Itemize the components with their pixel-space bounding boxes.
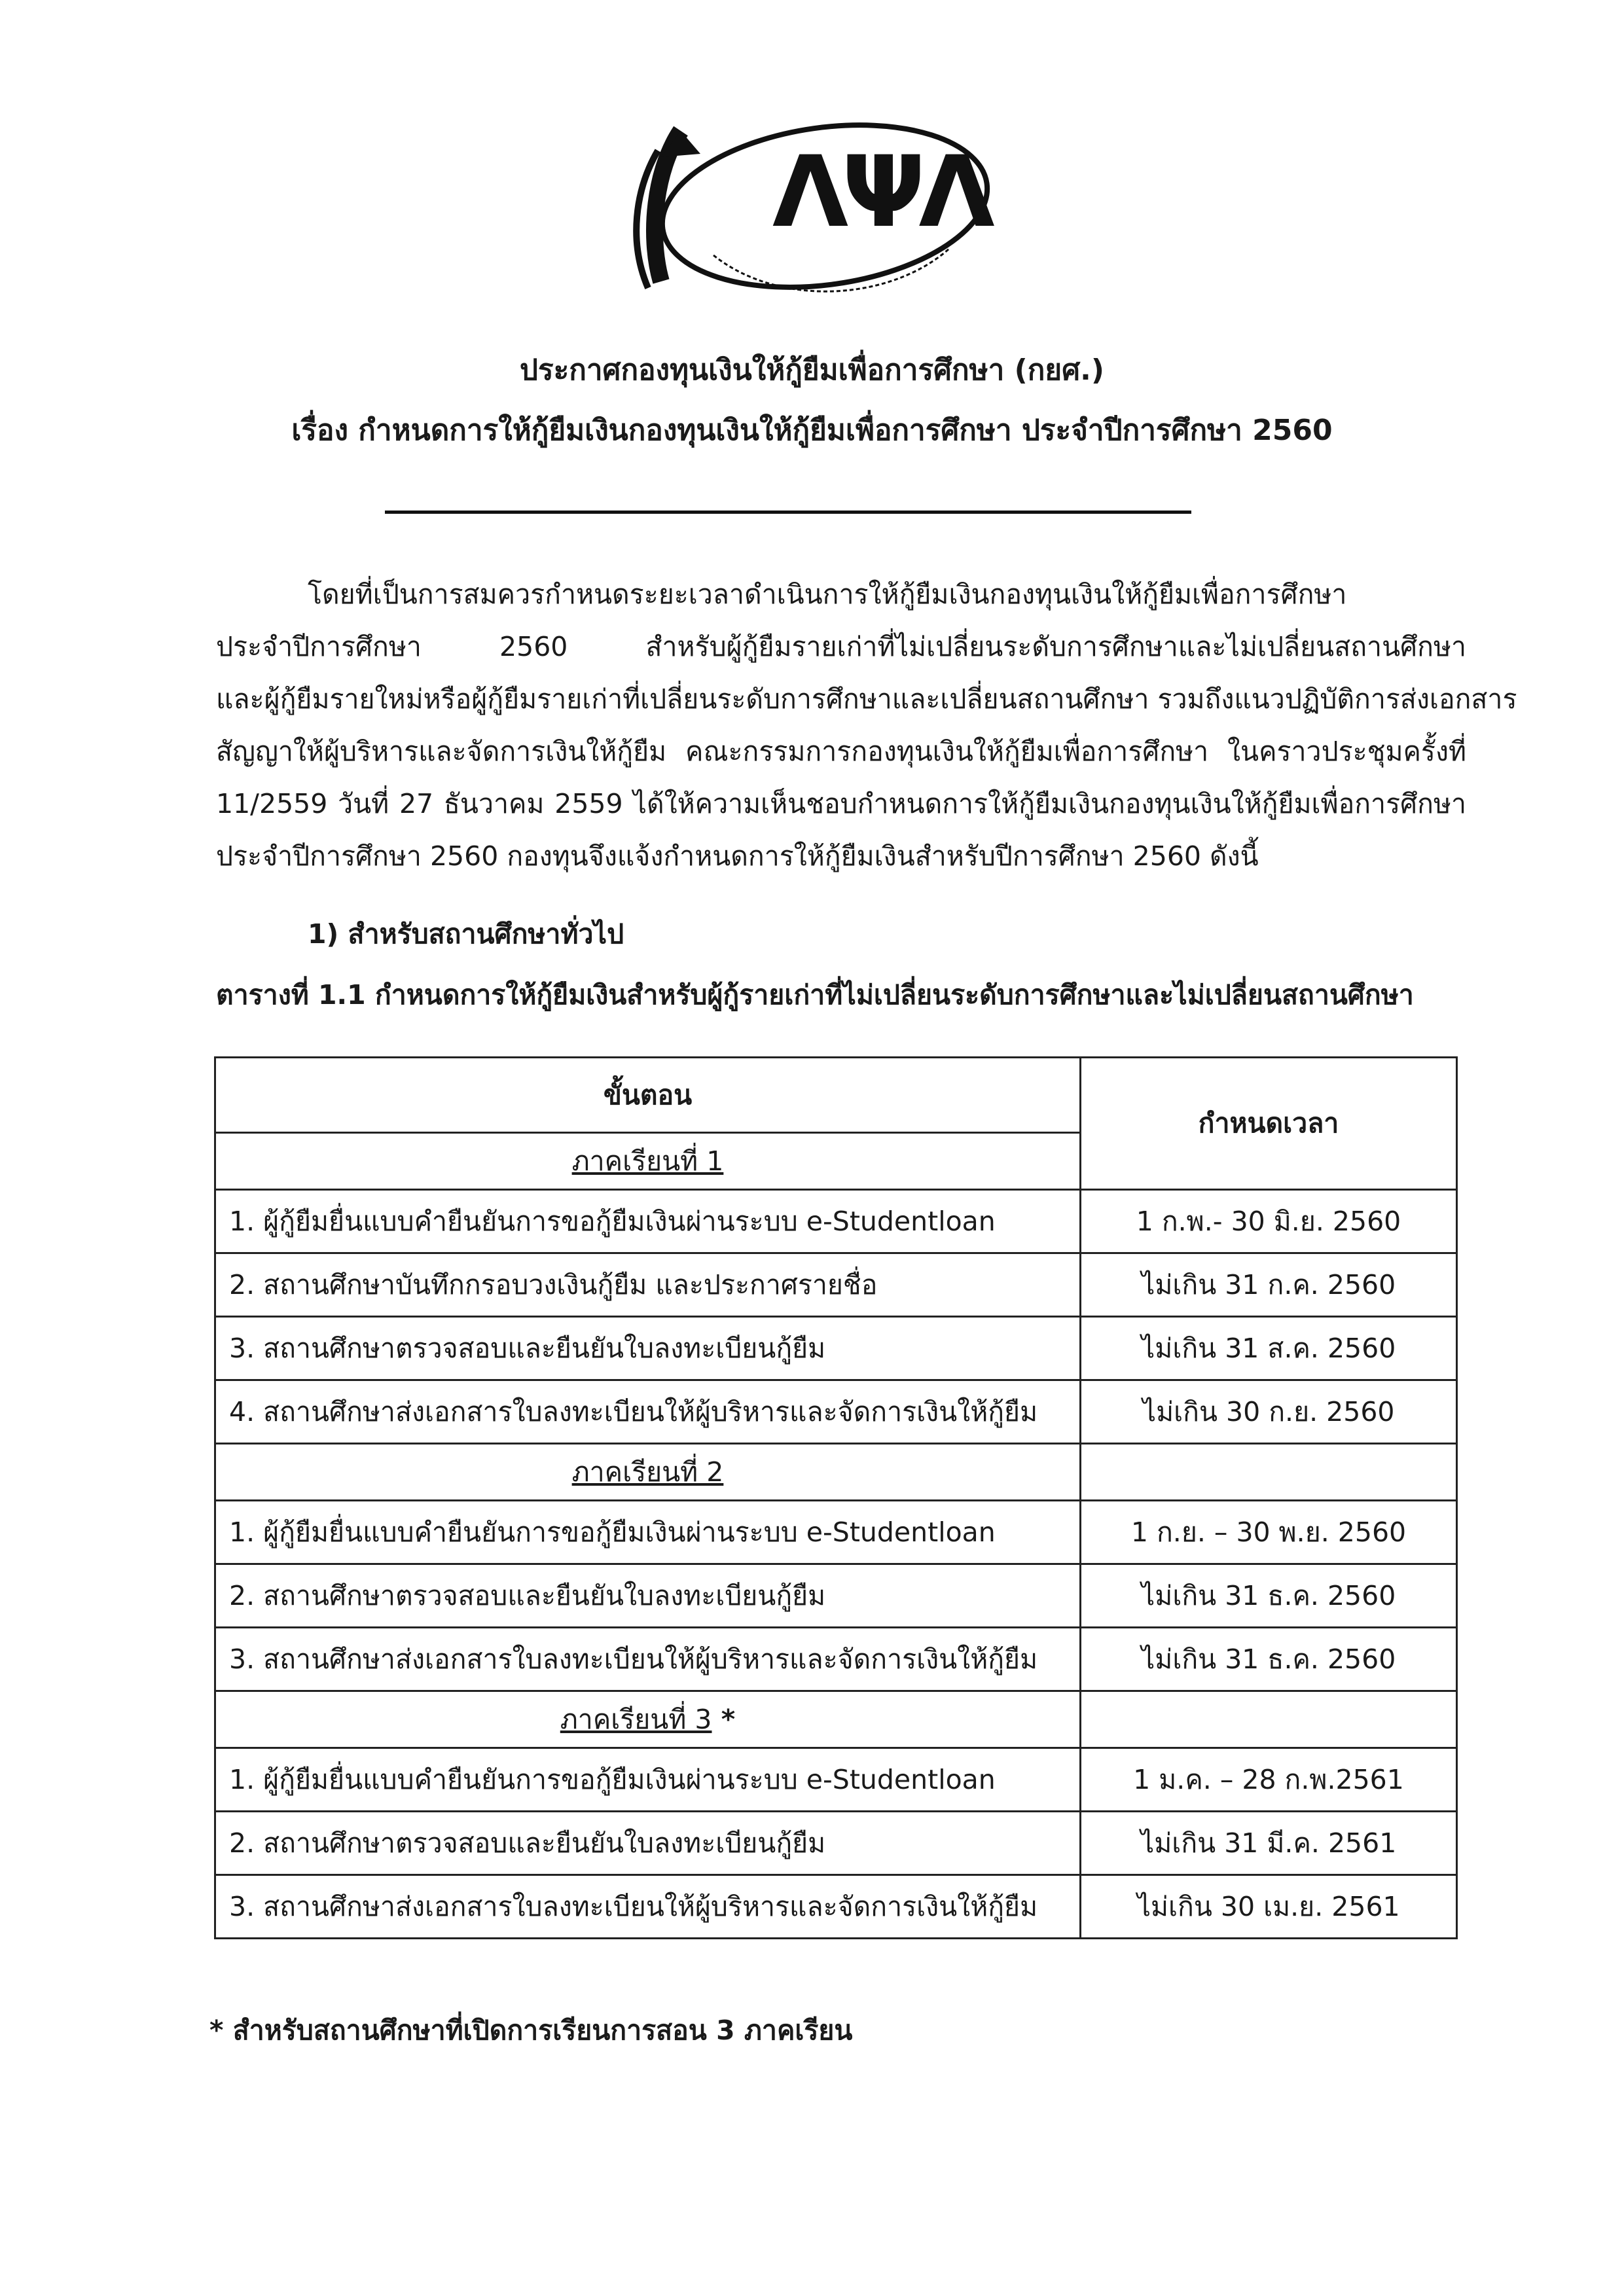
table-row xyxy=(215,1501,1457,1564)
title-divider xyxy=(385,511,1191,514)
svg-text:ΛΨΛ: ΛΨΛ xyxy=(772,135,988,249)
announcement-subject: เรื่อง กำหนดการให้กู้ยืมเงินกองทุนเงินให้กู้ยืมเพื่อการศึกษา ประจำปีการศึกษา 2560 xyxy=(291,414,1333,447)
date-cell: ไม่เกิน 30 เม.ย. 2561 xyxy=(1080,1875,1456,1939)
step-cell: 1. ผู้กู้ยืมยื่นแบบคำยืนยันการขอกู้ยืมเงินผ่านระบบ e-Studentloan xyxy=(215,1501,1081,1564)
fund-logo xyxy=(609,92,1015,327)
paragraph-line: และผู้กู้ยืมรายใหม่หรือผู้กู้ยืมรายเก่าที่เปลี่ยนระดับการศึกษาและเปลี่ยนสถานศึกษา รวมถึงแนวปฏิบัติการส่งเอกสาร xyxy=(216,683,1517,715)
table-row xyxy=(215,1317,1457,1380)
empty-cell xyxy=(1080,1444,1456,1501)
step-cell: 3. สถานศึกษาส่งเอกสารใบลงทะเบียนให้ผู้บริหารและจัดการเงินให้กู้ยืม xyxy=(215,1875,1081,1939)
semester-label: ภาคเรียนที่ 3 * xyxy=(215,1691,1081,1748)
date-cell: ไม่เกิน 31 ธ.ค. 2560 xyxy=(1080,1564,1456,1628)
semester-row xyxy=(215,1444,1457,1501)
date-cell: 1 ก.ย. – 30 พ.ย. 2560 xyxy=(1080,1501,1456,1564)
paragraph-line: ประจำปีการศึกษา 2560 กองทุนจึงแจ้งกำหนดการให้กู้ยืมเงินสำหรับปีการศึกษา 2560 ดังนี้ xyxy=(216,840,1259,872)
paragraph-line: สัญญาให้ผู้บริหารและจัดการเงินให้กู้ยืม คณะกรรมการกองทุนเงินให้กู้ยืมเพื่อการศึกษา ในคราวประชุมครั้งที่ xyxy=(216,736,1466,767)
semester-label: ภาคเรียนที่ 1 xyxy=(215,1133,1081,1190)
intro-paragraph xyxy=(216,568,1517,882)
announcement-title: ประกาศกองทุนเงินให้กู้ยืมเพื่อการศึกษา (กยศ.) xyxy=(520,353,1104,387)
paragraph-line: ประจำปีการศึกษา 2560 สำหรับผู้กู้ยืมรายเก่าที่ไม่เปลี่ยนระดับการศึกษาและไม่เปลี่ยนสถานศึกษา xyxy=(216,631,1466,662)
step-cell: 2. สถานศึกษาตรวจสอบและยืนยันใบลงทะเบียนกู้ยืม xyxy=(215,1812,1081,1875)
semester-label: ภาคเรียนที่ 2 xyxy=(215,1444,1081,1501)
step-cell: 1. ผู้กู้ยืมยื่นแบบคำยืนยันการขอกู้ยืมเงินผ่านระบบ e-Studentloan xyxy=(215,1190,1081,1253)
table-row xyxy=(215,1564,1457,1628)
table-row xyxy=(215,1628,1457,1691)
step-cell: 3. สถานศึกษาส่งเอกสารใบลงทะเบียนให้ผู้บริหารและจัดการเงินให้กู้ยืม xyxy=(215,1628,1081,1691)
semester-row xyxy=(215,1691,1457,1748)
table-header-row xyxy=(215,1058,1457,1133)
table-row xyxy=(215,1812,1457,1875)
step-cell: 4. สถานศึกษาส่งเอกสารใบลงทะเบียนให้ผู้บริหารและจัดการเงินให้กู้ยืม xyxy=(215,1380,1081,1444)
empty-cell xyxy=(1080,1691,1456,1748)
table-row xyxy=(215,1748,1457,1812)
footnote: * สำหรับสถานศึกษาที่เปิดการเรียนการสอน 3 ภาคเรียน xyxy=(209,2015,853,2046)
date-cell: ไม่เกิน 30 ก.ย. 2560 xyxy=(1080,1380,1456,1444)
column-header-date: กำหนดเวลา xyxy=(1080,1058,1456,1190)
step-cell: 1. ผู้กู้ยืมยื่นแบบคำยืนยันการขอกู้ยืมเงินผ่านระบบ e-Studentloan xyxy=(215,1748,1081,1812)
section-heading: 1) สำหรับสถานศึกษาทั่วไป xyxy=(308,918,624,950)
date-cell: ไม่เกิน 31 ธ.ค. 2560 xyxy=(1080,1628,1456,1691)
date-cell: ไม่เกิน 31 ส.ค. 2560 xyxy=(1080,1317,1456,1380)
paragraph-line: โดยที่เป็นการสมควรกำหนดระยะเวลาดำเนินการให้กู้ยืมเงินกองทุนเงินให้กู้ยืมเพื่อการศึกษา xyxy=(308,579,1347,610)
step-cell: 3. สถานศึกษาตรวจสอบและยืนยันใบลงทะเบียนกู้ยืม xyxy=(215,1317,1081,1380)
table-row xyxy=(215,1190,1457,1253)
step-cell: 2. สถานศึกษาตรวจสอบและยืนยันใบลงทะเบียนกู้ยืม xyxy=(215,1564,1081,1628)
date-cell: ไม่เกิน 31 มี.ค. 2561 xyxy=(1080,1812,1456,1875)
date-cell: ไม่เกิน 31 ก.ค. 2560 xyxy=(1080,1253,1456,1317)
table-row xyxy=(215,1380,1457,1444)
table-row xyxy=(215,1253,1457,1317)
step-cell: 2. สถานศึกษาบันทึกกรอบวงเงินกู้ยืม และประกาศรายชื่อ xyxy=(215,1253,1081,1317)
table-row xyxy=(215,1875,1457,1939)
date-cell: 1 ม.ค. – 28 ก.พ.2561 xyxy=(1080,1748,1456,1812)
table-caption: ตารางที่ 1.1 กำหนดการให้กู้ยืมเงินสำหรับผู้กู้รายเก่าที่ไม่เปลี่ยนระดับการศึกษาและไม่เปลี่ยนสถานศึกษา xyxy=(216,979,1414,1011)
paragraph-line: 11/2559 วันที่ 27 ธันวาคม 2559 ได้ให้ความเห็นชอบกำหนดการให้กู้ยืมเงินกองทุนเงินให้กู้ยืมเพื่อการศึกษา xyxy=(216,788,1466,819)
column-header-step: ขั้นตอน xyxy=(215,1058,1081,1133)
schedule-table xyxy=(214,1056,1458,1939)
date-cell: 1 ก.พ.- 30 มิ.ย. 2560 xyxy=(1080,1190,1456,1253)
